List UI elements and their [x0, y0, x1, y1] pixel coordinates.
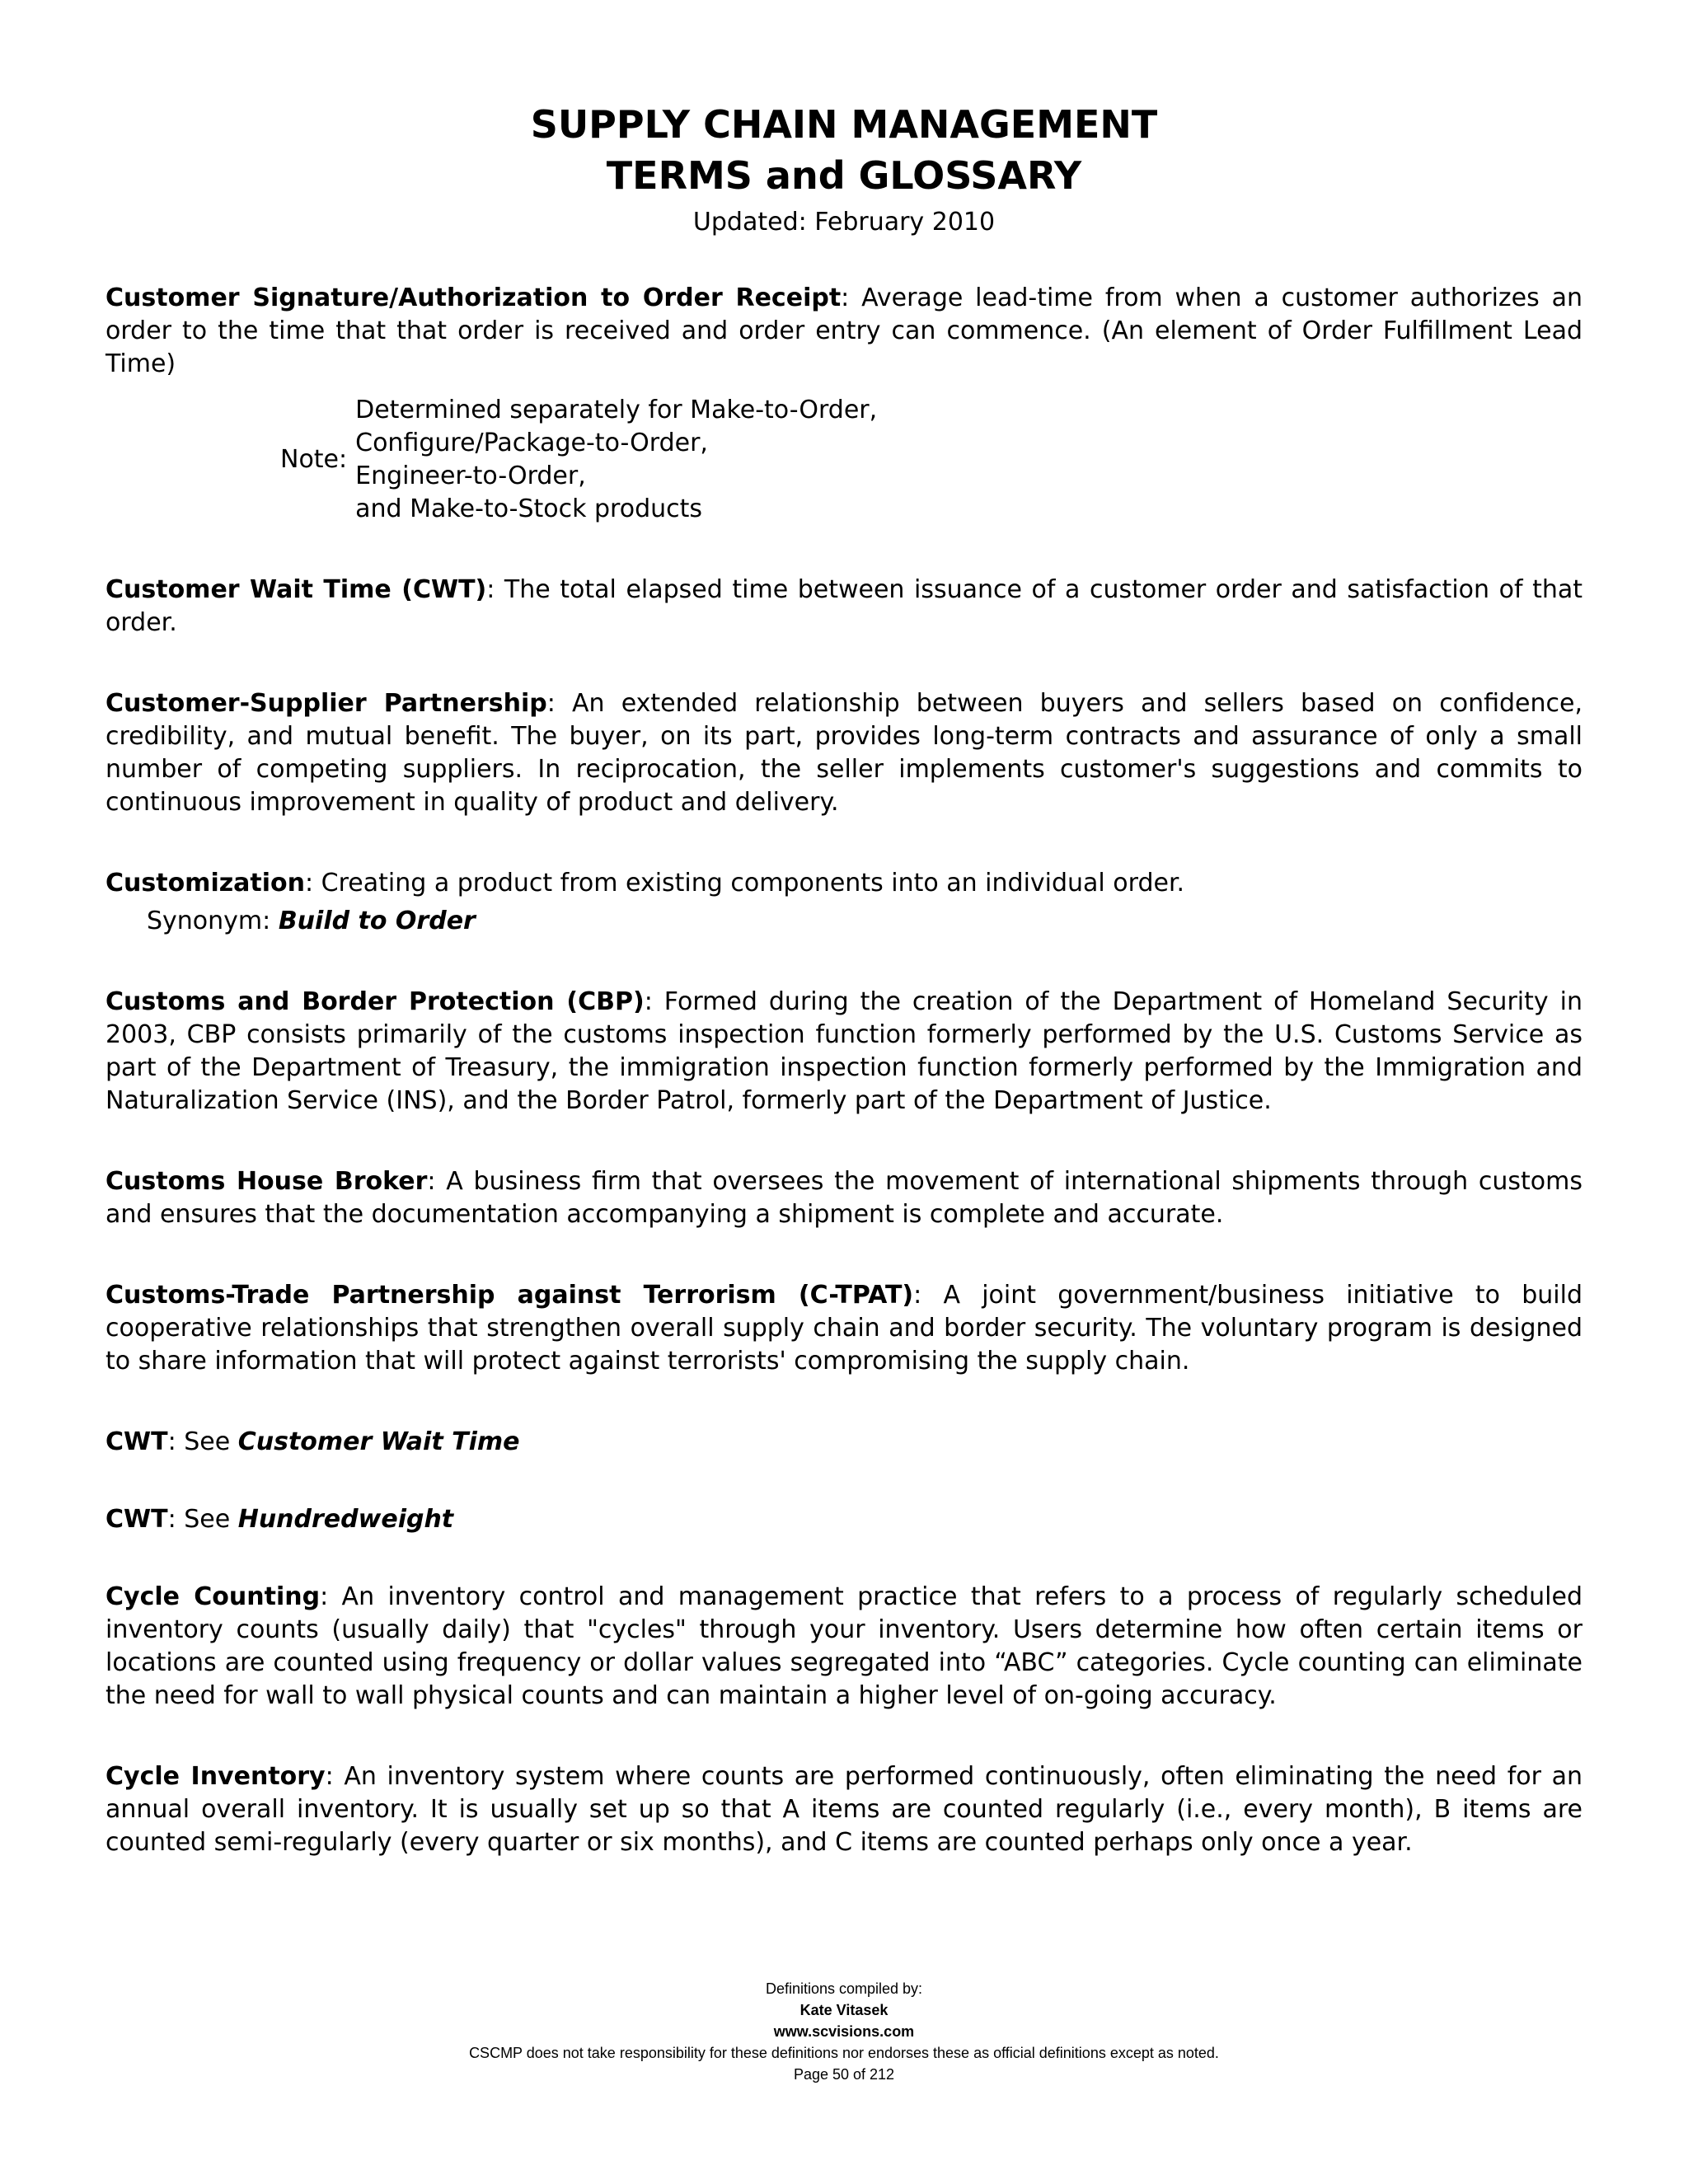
- glossary-entry: [106, 282, 1582, 526]
- entry-term: Customization: [106, 869, 306, 898]
- entry-definition: : Average lead-time from when a customer authorizes an order to the time that that order is received and order entry can commence. (An element of Order Fulfillment Lead Time): [106, 284, 1582, 378]
- footer-page-number: Page 50 of 212: [793, 2066, 895, 2083]
- title-line-1: SUPPLY CHAIN MANAGEMENT: [530, 102, 1158, 147]
- entry-definition: : A business firm that oversees the movement of international shipments through customs and ensures that the documentation accompanying a shipment is complete and accurate.: [106, 1167, 1582, 1229]
- note-line: Engineer-to-Order,: [355, 462, 586, 490]
- page-footer: [0, 1978, 1688, 2085]
- cross-reference: Customer Wait Time: [237, 1427, 520, 1456]
- entry-definition: : The total elapsed time between issuance of a customer order and satisfaction of that order.: [106, 575, 1582, 637]
- entry-term: Customs House Broker: [106, 1167, 428, 1196]
- note-line: and Make-to-Stock products: [355, 494, 703, 523]
- footer-disclaimer: CSCMP does not take responsibility for these definitions nor endorses these as official definitions except as noted.: [469, 2045, 1219, 2061]
- entry-definition: : An extended relationship between buyers and sellers based on confidence, credibility, and mutual benefit. The buyer, on its part, provides long-term contracts and assurance of only a small number of competing suppliers. In reciprocation, the seller implements customer's suggestions and commits to continuous improvement in quality of product and delivery.: [106, 689, 1582, 817]
- entry-definition: : An inventory system where counts are performed continuously, often eliminating the need for an annual overall inventory. It is usually set up so that A items are counted regularly (i.e., every month), B items are counted semi-regularly (every quarter or six months), and C items are counted perhaps only once a year.: [106, 1762, 1582, 1857]
- entry-term: CWT: [106, 1427, 168, 1456]
- note-line: Configure/Package-to-Order,: [355, 429, 708, 457]
- entry-term: Customer Wait Time (CWT): [106, 575, 487, 604]
- see-label: : See: [167, 1505, 238, 1534]
- entry-term: Customer Signature/Authorization to Order Receipt: [106, 284, 842, 312]
- footer-website: www.scvisions.com: [773, 2023, 915, 2040]
- entry-synonym: [147, 905, 1582, 938]
- glossary-entry: [106, 1165, 1582, 1231]
- updated-date: Updated: February 2010: [692, 208, 996, 237]
- synonym-term: Build to Order: [278, 907, 476, 935]
- glossary-entry: [106, 574, 1582, 640]
- footer-compiled-by: Definitions compiled by:: [765, 1980, 923, 1997]
- glossary-entry: [106, 986, 1582, 1118]
- synonym-label: Synonym:: [147, 907, 279, 935]
- entry-term: Customs and Border Protection (CBP): [106, 987, 645, 1016]
- entry-definition: : Formed during the creation of the Department of Homeland Security in 2003, CBP consists primarily of the customs inspection function formerly performed by the U.S. Customs Service as part of the Department of Treasury, the immigration inspection function formerly performed by the Immigration and Naturalization Service (INS), and the Border Patrol, formerly part of the Department of Justice.: [106, 987, 1582, 1115]
- glossary-entries: [106, 282, 1582, 1859]
- entry-term: Customs-Trade Partnership against Terrorism (C-TPAT): [106, 1281, 914, 1310]
- glossary-entry: [106, 1426, 1582, 1459]
- entry-term: Customer-Supplier Partnership: [106, 689, 547, 718]
- glossary-entry: [106, 1503, 1582, 1536]
- glossary-entry: [106, 867, 1582, 938]
- glossary-entry: [106, 1279, 1582, 1378]
- entry-note: [280, 394, 1582, 526]
- document-title: [106, 99, 1582, 201]
- footer-author: Kate Vitasek: [799, 2002, 889, 2018]
- see-label: : See: [167, 1427, 238, 1456]
- note-lines: [355, 394, 877, 526]
- entry-term: CWT: [106, 1505, 168, 1534]
- note-line: Determined separately for Make-to-Order,: [355, 396, 878, 424]
- title-line-2: TERMS and GLOSSARY: [606, 153, 1082, 198]
- entry-definition: : A joint government/business initiative to build cooperative relationships that strengthen overall supply chain and border security. The voluntary program is designed to share information that will protect against terrorists' compromising the supply chain.: [106, 1281, 1582, 1376]
- cross-reference: Hundredweight: [237, 1505, 454, 1534]
- glossary-entry: [106, 687, 1582, 819]
- glossary-page: [106, 99, 1582, 1907]
- note-label: Note:: [280, 445, 348, 474]
- glossary-entry: [106, 1760, 1582, 1859]
- glossary-entry: [106, 1581, 1582, 1713]
- entry-definition: : Creating a product from existing components into an individual order.: [305, 869, 1185, 898]
- entry-definition: : An inventory control and management practice that refers to a process of regularly scheduled inventory counts (usually daily) that "cycles" through your inventory. Users determine how often certain items or locations are counted using frequency or dollar values segregated into “ABC” categories. Cycle counting can eliminate the need for wall to wall physical counts and can maintain a higher level of on-going accuracy.: [106, 1582, 1582, 1710]
- entry-term: Cycle Inventory: [106, 1762, 326, 1791]
- entry-term: Cycle Counting: [106, 1582, 321, 1611]
